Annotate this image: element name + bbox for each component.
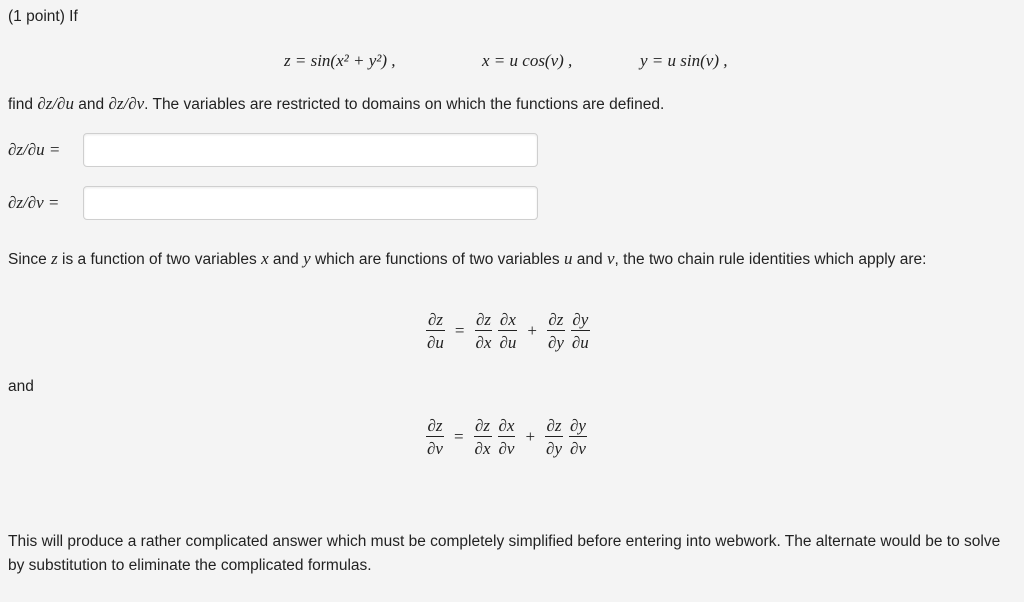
dzdu-answer-input[interactable] (83, 133, 538, 167)
term2-fraction-b: $\frac{\partial y}{\partial v}$ (570, 416, 586, 458)
term2-fraction-b: $\frac{\partial y}{\partial u}$ (571, 310, 589, 352)
var-y: y (303, 249, 311, 268)
term1-fraction-a: $\frac{\partial z}{\partial x}$ (474, 416, 491, 458)
plus-sign: + (525, 427, 536, 446)
explanation-part-6: , the two chain rule identities which apply are: (614, 251, 927, 268)
instruction-dzdv: ∂z/∂v (108, 94, 145, 113)
term2-fraction-a: $\frac{\partial z}{\partial y}$ (547, 310, 564, 352)
instruction-dzdu: ∂z/∂u (37, 94, 74, 113)
term1-fraction-b: $\frac{\partial x}{\partial u}$ (499, 310, 517, 352)
term1-fraction-a: $\frac{\partial z}{\partial x}$ (475, 310, 492, 352)
explanation-part-2: is a function of two variables (62, 251, 257, 268)
explanation-part-3: and (272, 251, 299, 268)
var-v: v (606, 249, 615, 268)
dzdu-label: ∂z/∂u = (8, 140, 61, 159)
explanation-paragraph (8, 247, 1018, 272)
z-definition: z = sin(x² + y²) , (284, 51, 396, 70)
plus-sign: + (527, 321, 537, 340)
var-u: u (563, 249, 573, 268)
connector-and: and (8, 378, 34, 395)
chain-rule-u (426, 311, 590, 351)
var-z: z (51, 249, 58, 268)
explanation-part-4: which are functions of two variables (314, 251, 560, 268)
lhs-fraction: $\frac{\partial z}{\partial u}$ (427, 310, 444, 352)
var-x: x (261, 249, 269, 268)
lhs-fraction: $\frac{\partial z}{\partial v}$ (427, 416, 443, 458)
y-definition: y = u sin(v) , (640, 51, 728, 70)
equals-sign: = (453, 427, 464, 446)
dzdv-answer-input[interactable] (83, 186, 538, 220)
term1-fraction-b: $\frac{\partial x}{\partial v}$ (498, 416, 515, 458)
equals-sign: = (454, 321, 465, 340)
instruction-rest: . The variables are restricted to domains on which the functions are defined. (144, 96, 665, 113)
problem-points: (1 point) If (8, 8, 78, 25)
x-definition: x = u cos(v) , (482, 51, 573, 70)
instruction-find: find (8, 96, 33, 113)
instruction-text (8, 94, 664, 114)
explanation-part-5: and (576, 251, 603, 268)
chain-rule-v (426, 417, 587, 457)
instruction-and: and (78, 96, 105, 113)
dzdv-label: ∂z/∂v = (8, 193, 60, 212)
explanation-part-1: Since (8, 251, 47, 268)
footer-note: This will produce a rather complicated answer which must be completely simplified before entering into webwork. The alternate would be to solve by substitution to eliminate the complicated formulas. (8, 533, 1001, 574)
term2-fraction-a: $\frac{\partial z}{\partial y}$ (546, 416, 562, 458)
